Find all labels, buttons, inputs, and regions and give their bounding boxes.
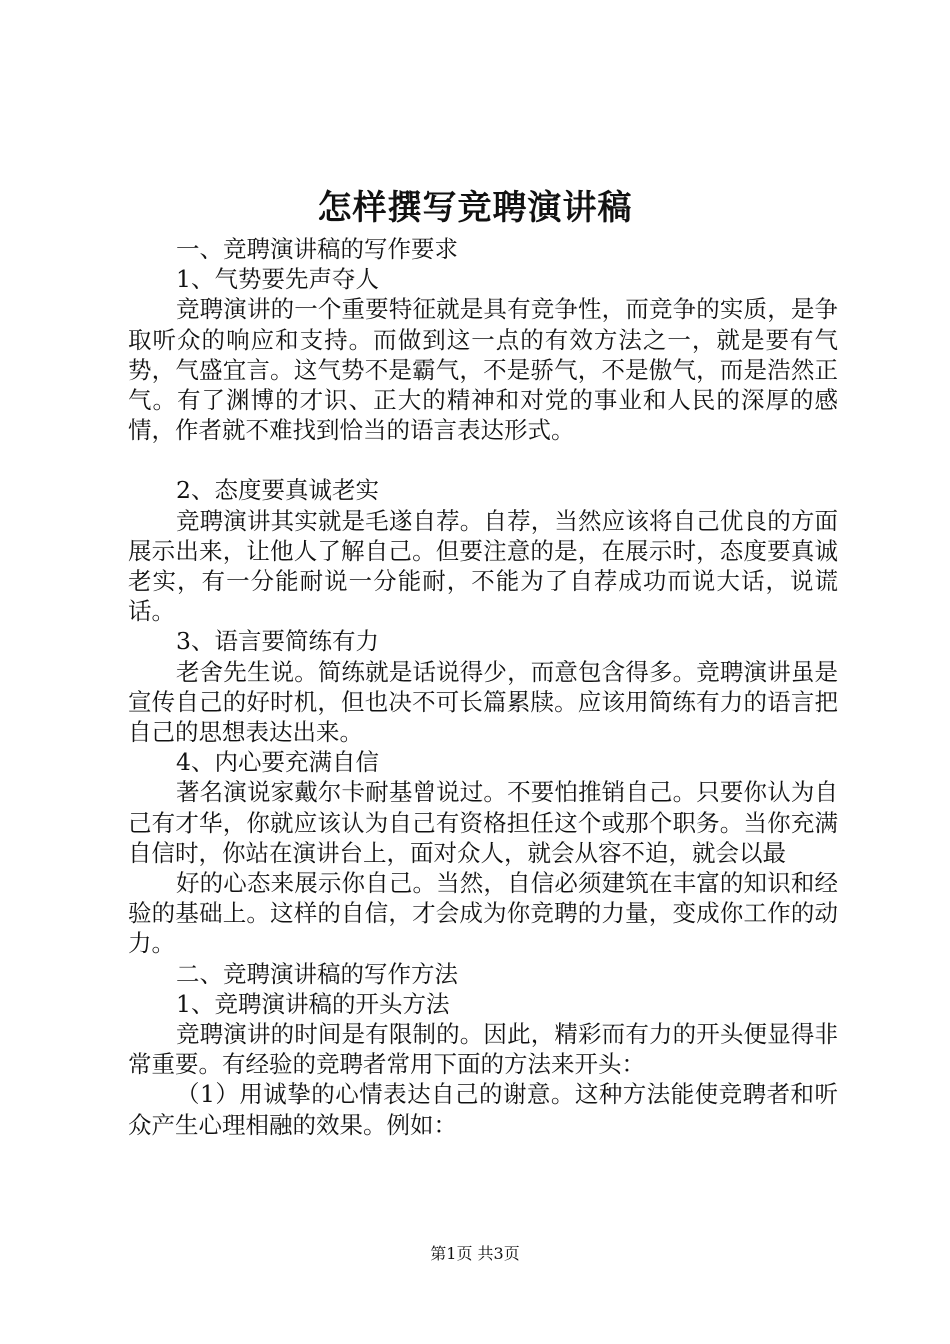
subsection-heading: 4、内心要充满自信 (176, 748, 379, 777)
body-paragraph: 老舍先生说。简练就是话说得少，而意包含得多。竞聘演讲虽是宣传自己的好时机，但也决不可长篇累牍。应该用简练有力的语言把自己的思想表达出来。 (128, 657, 838, 747)
body-paragraph: 竞聘演讲的一个重要特征就是具有竞争性，而竞争的实质，是争取听众的响应和支持。而做到这一点的有效方法之一，就是要有气势，气盛宜言。这气势不是霸气，不是骄气，不是傲气，而是浩然正气。有了渊博的才识、正大的精神和对党的事业和人民的深厚的感情，作者就不难找到恰当的语言表达形式。 (128, 295, 838, 445)
document-body (128, 234, 838, 1140)
subsection-heading: 1、竞聘演讲稿的开头方法 (176, 989, 450, 1018)
body-paragraph: 竞聘演讲其实就是毛遂自荐。自荐，当然应该将自己优良的方面展示出来，让他人了解自己。但要注意的是，在展示时，态度要真诚老实，有一分能耐说一分能耐，不能为了自荐成功而说大话，说谎话。 (128, 506, 838, 626)
section-heading: 二、竞聘演讲稿的写作方法 (176, 959, 458, 988)
page-footer: 第1页 共3页 (430, 1244, 520, 1263)
subsection-heading: 2、态度要真诚老实 (176, 476, 379, 505)
body-paragraph: 竞聘演讲的时间是有限制的。因此，精彩而有力的开头便显得非常重要。有经验的竞聘者常用下面的方法来开头： (128, 1020, 838, 1079)
subsection-heading: 1、气势要先声夺人 (176, 265, 379, 294)
section-heading: 一、竞聘演讲稿的写作要求 (176, 235, 458, 263)
document-title: 怎样撰写竞聘演讲稿 (317, 188, 633, 228)
body-paragraph: 著名演说家戴尔卡耐基曾说过。不要怕推销自己。只要你认为自己有才华，你就应该认为自己有资格担任这个或那个职务。当你充满自信时，你站在演讲台上，面对众人，就会从容不迫，就会以最 (128, 778, 838, 867)
subsection-heading: 3、语言要简练有力 (176, 627, 379, 656)
body-paragraph: 好的心态来展示你自己。当然，自信必须建筑在丰富的知识和经验的基础上。这样的自信，才会成为你竞聘的力量，变成你工作的动力。 (128, 869, 838, 958)
body-paragraph: （1）用诚挚的心情表达自己的谢意。这种方法能使竞聘者和听众产生心理相融的效果。例如： (128, 1080, 838, 1139)
